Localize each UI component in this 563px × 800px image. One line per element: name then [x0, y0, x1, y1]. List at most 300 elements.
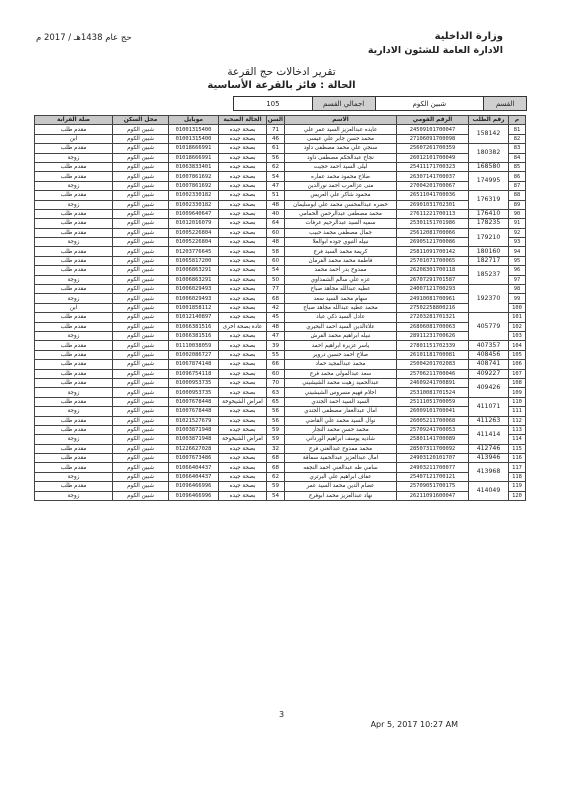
col-header: الحالة الصحية: [219, 116, 267, 125]
cell-request-number: 407357: [469, 341, 509, 350]
table-row: [35, 388, 526, 397]
cell-age: 45: [267, 313, 285, 322]
cell-request-number: 180382: [469, 144, 509, 163]
cell-rel: مقدم طلب: [35, 360, 113, 369]
table-row: [35, 407, 526, 416]
cell-health: بصحة جيده: [219, 425, 267, 434]
cell-n: 89: [509, 200, 526, 209]
cell-nid: 27106091700098: [397, 134, 469, 143]
table-row: [35, 444, 526, 453]
cell-rel: زوجة: [35, 491, 113, 500]
cell-mobile: 01096754118: [169, 369, 219, 378]
cell-age: 51: [267, 191, 285, 200]
col-header: الاسم: [285, 116, 397, 125]
cell-rel: مقدم طلب: [35, 350, 113, 359]
cell-age: 54: [267, 266, 285, 275]
cell-name: محمود شاكر علي العريس: [285, 191, 397, 200]
cell-mobile: 01066381516: [169, 331, 219, 340]
cell-n: 99: [509, 294, 526, 303]
cell-health: بصحة جيده: [219, 444, 267, 453]
cell-health: بصحة جيده: [219, 134, 267, 143]
col-header: الرقم القومي: [397, 116, 469, 125]
cell-n: 112: [509, 416, 526, 425]
cell-rel: مقدم طلب: [35, 285, 113, 294]
cell-health: بصحة جيده: [219, 266, 267, 275]
cell-age: 71: [267, 125, 285, 134]
cell-nid: 25301151701986: [397, 219, 469, 228]
cell-rel: مقدم طلب: [35, 482, 113, 491]
cell-res: شبين الكوم: [113, 228, 169, 237]
cell-nid: 25004201702083: [397, 360, 469, 369]
cell-n: 94: [509, 247, 526, 256]
section-total-label: اجمالي القسم: [312, 97, 375, 110]
cell-health: بصحة جيده: [219, 275, 267, 284]
cell-name: امال عبدالغفار مصطفى الجندي: [285, 407, 397, 416]
table-row: [35, 482, 526, 491]
cell-health: بصحة جيده: [219, 313, 267, 322]
cell-request-number: 192370: [469, 285, 509, 313]
cell-mobile: 01000953735: [169, 378, 219, 387]
section-value: شبين الكوم: [375, 97, 484, 110]
cell-nid: 26005211700068: [397, 416, 469, 425]
print-datetime: Apr 5, 2017 10:27 AM: [370, 720, 458, 729]
cell-n: 109: [509, 388, 526, 397]
cell-age: 40: [267, 209, 285, 218]
table-row: [35, 303, 526, 312]
table-row: [35, 285, 526, 294]
cell-age: 70: [267, 378, 285, 387]
table-row: [35, 472, 526, 481]
cell-name: صلاح محمود محمد عماره: [285, 172, 397, 181]
table-row: [35, 172, 526, 181]
cell-res: شبين الكوم: [113, 472, 169, 481]
cell-mobile: 01002330182: [169, 191, 219, 200]
cell-nid: 26211091600047: [397, 491, 469, 500]
cell-name: محمد ممدوح عبدالغني فرج: [285, 444, 397, 453]
cell-res: شبين الكوم: [113, 322, 169, 331]
cell-nid: 26707291701587: [397, 275, 469, 284]
cell-nid: 25607261700359: [397, 144, 469, 153]
cell-health: بصحة جيده: [219, 491, 267, 500]
table-row: [35, 162, 526, 171]
cell-mobile: 01066404437: [169, 472, 219, 481]
table-row: [35, 360, 526, 369]
col-header: محل السكن: [113, 116, 169, 125]
cell-age: 62: [267, 472, 285, 481]
cell-nid: 27502258800216: [397, 303, 469, 312]
cell-name: محمد عطيه عبدالله مجاهد صباح: [285, 303, 397, 312]
cell-age: 32: [267, 444, 285, 453]
table-row: [35, 454, 526, 463]
cell-nid: 25411171700323: [397, 162, 469, 171]
table-row: [35, 209, 526, 218]
applicants-table: [34, 115, 526, 501]
col-header: موبايل: [169, 116, 219, 125]
cell-res: شبين الكوم: [113, 200, 169, 209]
cell-mobile: 01226627028: [169, 444, 219, 453]
cell-nid: 26901031702301: [397, 200, 469, 209]
cell-request-number: 411071: [469, 397, 509, 416]
cell-name: محمد عبدالمجيد حماد: [285, 360, 397, 369]
cell-name: عصام الدين محمد السيد عمر: [285, 482, 397, 491]
cell-n: 118: [509, 472, 526, 481]
table-body: [35, 125, 526, 501]
section-summary: [233, 96, 527, 111]
table-row: [35, 322, 526, 331]
cell-mobile: 01000953735: [169, 388, 219, 397]
cell-n: 108: [509, 378, 526, 387]
cell-rel: مقدم طلب: [35, 425, 113, 434]
cell-health: بصحة جيده: [219, 463, 267, 472]
cell-mobile: 01007861692: [169, 181, 219, 190]
cell-n: 92: [509, 228, 526, 237]
cell-mobile: 01007678448: [169, 407, 219, 416]
table-header-row: [35, 116, 526, 125]
cell-mobile: 01007861692: [169, 172, 219, 181]
cell-n: 88: [509, 191, 526, 200]
cell-rel: زوجة: [35, 331, 113, 340]
cell-health: بصحة جيده: [219, 360, 267, 369]
cell-mobile: 01007673486: [169, 454, 219, 463]
cell-n: 110: [509, 397, 526, 406]
cell-health: بصحة جيده: [219, 285, 267, 294]
cell-mobile: 01005226804: [169, 238, 219, 247]
cell-res: شبين الكوم: [113, 303, 169, 312]
cell-rel: مقدم طلب: [35, 444, 113, 453]
cell-mobile: 01001858112: [169, 303, 219, 312]
cell-mobile: 01006029493: [169, 285, 219, 294]
cell-health: بصحة جيده: [219, 162, 267, 171]
cell-res: شبين الكوم: [113, 454, 169, 463]
cell-health: بصحة جيده: [219, 219, 267, 228]
cell-nid: 27611221700113: [397, 209, 469, 218]
cell-n: 105: [509, 350, 526, 359]
cell-name: نهاد عبدالعزيز محمد ابوفرج: [285, 491, 397, 500]
cell-res: شبين الكوم: [113, 360, 169, 369]
cell-n: 95: [509, 256, 526, 265]
table-row: [35, 228, 526, 237]
cell-n: 83: [509, 144, 526, 153]
cell-res: شبين الكوم: [113, 350, 169, 359]
cell-health: بصحة جيده: [219, 153, 267, 162]
cell-n: 93: [509, 238, 526, 247]
cell-nid: 25612081700066: [397, 228, 469, 237]
cell-age: 59: [267, 435, 285, 444]
cell-rel: زوجة: [35, 153, 113, 162]
cell-nid: 26208301700118: [397, 266, 469, 275]
cell-res: شبين الكوم: [113, 134, 169, 143]
table-row: [35, 425, 526, 434]
cell-health: بصحة جيده: [219, 472, 267, 481]
cell-request-number: 182717: [469, 256, 509, 265]
cell-age: 39: [267, 341, 285, 350]
cell-mobile: 01007678448: [169, 397, 219, 406]
cell-res: شبين الكوم: [113, 125, 169, 134]
cell-request-number: 178235: [469, 219, 509, 228]
cell-name: احلام فهيم مسروس الشيشيني: [285, 388, 397, 397]
cell-name: عايده عبدالعزيز السيد عمر علي: [285, 125, 397, 134]
cell-health: بصحة جيده: [219, 331, 267, 340]
cell-res: شبين الكوم: [113, 313, 169, 322]
table-row: [35, 313, 526, 322]
cell-rel: مقدم طلب: [35, 322, 113, 331]
cell-name: جمال مصطفى محمد حبيب: [285, 228, 397, 237]
cell-nid: 26009101700041: [397, 407, 469, 416]
cell-rel: مقدم طلب: [35, 125, 113, 134]
table-row: [35, 219, 526, 228]
cell-res: شبين الكوم: [113, 463, 169, 472]
cell-age: 68: [267, 454, 285, 463]
cell-rel: زوجة: [35, 200, 113, 209]
cell-res: شبين الكوم: [113, 425, 169, 434]
cell-mobile: 01065817200: [169, 256, 219, 265]
cell-nid: 26905121700086: [397, 238, 469, 247]
cell-name: عادل السيد ذكي عباد: [285, 313, 397, 322]
cell-nid: 25310081701524: [397, 388, 469, 397]
section-label: القسم: [483, 97, 526, 110]
cell-res: شبين الكوم: [113, 435, 169, 444]
table-row: [35, 435, 526, 444]
cell-name: السيد السيد احمد الجندي: [285, 397, 397, 406]
cell-name: ممدوح بدر احمد محمد: [285, 266, 397, 275]
cell-res: شبين الكوم: [113, 491, 169, 500]
cell-rel: مقدم طلب: [35, 313, 113, 322]
cell-n: 84: [509, 153, 526, 162]
cell-age: 59: [267, 425, 285, 434]
cell-health: بصحة جيده: [219, 369, 267, 378]
cell-health: بصحة جيده: [219, 191, 267, 200]
cell-age: 56: [267, 153, 285, 162]
cell-health: بصحة جيده: [219, 294, 267, 303]
cell-n: 96: [509, 266, 526, 275]
cell-name: سميه السيد عبدالرحيم عرفات: [285, 219, 397, 228]
cell-nid: 27801151702339: [397, 341, 469, 350]
cell-name: عطيه عبدالله مجاهد صباح: [285, 285, 397, 294]
cell-n: 104: [509, 341, 526, 350]
cell-age: 46: [267, 134, 285, 143]
cell-nid: 27203281701321: [397, 313, 469, 322]
cell-age: 68: [267, 294, 285, 303]
cell-health: بصحة جيده: [219, 256, 267, 265]
ministry-name: وزارة الداخلية: [434, 31, 503, 42]
cell-health: بصحة جيده: [219, 228, 267, 237]
cell-res: شبين الكوم: [113, 416, 169, 425]
cell-rel: زوجة: [35, 407, 113, 416]
cell-n: 113: [509, 425, 526, 434]
cell-age: 47: [267, 181, 285, 190]
cell-request-number: 180160: [469, 247, 509, 256]
cell-rel: ابن: [35, 134, 113, 143]
cell-age: 55: [267, 350, 285, 359]
cell-age: 54: [267, 491, 285, 500]
cell-res: شبين الكوم: [113, 181, 169, 190]
cell-health: بصحة جيده: [219, 209, 267, 218]
cell-request-number: 168580: [469, 162, 509, 171]
cell-age: 48: [267, 238, 285, 247]
cell-age: 63: [267, 388, 285, 397]
cell-request-number: 176410: [469, 209, 509, 218]
table-row: [35, 153, 526, 162]
cell-name: فاطمة محمد محمد الفرمان: [285, 256, 397, 265]
cell-res: شبين الكوم: [113, 275, 169, 284]
cell-mobile: 01067874148: [169, 360, 219, 369]
cell-name: نجاح عبدالحكم مصطفى داود: [285, 153, 397, 162]
table-row: [35, 125, 526, 134]
cell-name: عبدالحميد زهيت محمد الشيشيني: [285, 378, 397, 387]
cell-request-number: 409426: [469, 378, 509, 397]
cell-mobile: 01110038059: [169, 341, 219, 350]
cell-res: شبين الكوم: [113, 388, 169, 397]
cell-health: بصحة جيده: [219, 482, 267, 491]
table-row: [35, 256, 526, 265]
cell-res: شبين الكوم: [113, 247, 169, 256]
cell-nid: 25407121700121: [397, 472, 469, 481]
cell-nid: 25811091700142: [397, 247, 469, 256]
cell-mobile: 01012140897: [169, 313, 219, 322]
cell-health: امراض الشيخوخة: [219, 435, 267, 444]
cell-mobile: 01063833401: [169, 162, 219, 171]
table-row: [35, 350, 526, 359]
cell-nid: 24007121700293: [397, 285, 469, 294]
cell-name: عفاف ابراهيم علي البرتري: [285, 472, 397, 481]
cell-mobile: 01005226804: [169, 228, 219, 237]
cell-name: محمد حسن جابر علي عيسى: [285, 134, 397, 143]
cell-n: 90: [509, 209, 526, 218]
table-row: [35, 247, 526, 256]
cell-n: 111: [509, 407, 526, 416]
cell-mobile: 01006863291: [169, 266, 219, 275]
cell-rel: مقدم طلب: [35, 378, 113, 387]
table-row: [35, 331, 526, 340]
cell-age: 61: [267, 144, 285, 153]
cell-mobile: 01096466996: [169, 482, 219, 491]
cell-age: 48: [267, 322, 285, 331]
cell-rel: مقدم طلب: [35, 144, 113, 153]
cell-rel: مقدم طلب: [35, 228, 113, 237]
cell-name: امال عبدالعزيز عبدالحميد سماقة: [285, 454, 397, 463]
cell-rel: مقدم طلب: [35, 191, 113, 200]
cell-mobile: 01203776645: [169, 247, 219, 256]
cell-name: سعد عبدالمولى محمد فرج: [285, 369, 397, 378]
cell-age: 47: [267, 331, 285, 340]
cell-name: شاديه يوسف ابراهيم الورداني: [285, 435, 397, 444]
table-row: [35, 144, 526, 153]
cell-nid: 25801141700089: [397, 435, 469, 444]
table-row: [35, 341, 526, 350]
cell-n: 86: [509, 172, 526, 181]
cell-request-number: 411263: [469, 416, 509, 425]
cell-rel: زوجة: [35, 435, 113, 444]
cell-request-number: 413946: [469, 454, 509, 463]
cell-nid: 25111051700059: [397, 397, 469, 406]
cell-nid: 28507311700092: [397, 444, 469, 453]
cell-health: بصحة جيده: [219, 125, 267, 134]
cell-age: 56: [267, 416, 285, 425]
cell-n: 82: [509, 134, 526, 143]
table-row: [35, 397, 526, 406]
cell-name: نوال السيد محمد علي القاضي: [285, 416, 397, 425]
cell-mobile: 01009640647: [169, 209, 219, 218]
cell-mobile: 01066404437: [169, 463, 219, 472]
cell-res: شبين الكوم: [113, 482, 169, 491]
cell-n: 106: [509, 360, 526, 369]
cell-mobile: 01003871948: [169, 435, 219, 444]
cell-rel: زوجة: [35, 294, 113, 303]
cell-name: نبيله ابراهيم محمد الفرش: [285, 331, 397, 340]
section-total-value: 105: [266, 99, 280, 108]
cell-n: 116: [509, 454, 526, 463]
table-row: [35, 238, 526, 247]
cell-age: 64: [267, 219, 285, 228]
cell-name: عزه علي سالم الشمداوي: [285, 275, 397, 284]
cell-res: شبين الكوم: [113, 219, 169, 228]
cell-rel: مقدم طلب: [35, 219, 113, 228]
cell-rel: مقدم طلب: [35, 256, 113, 265]
table-row: [35, 181, 526, 190]
cell-health: بصحة جيده: [219, 200, 267, 209]
cell-nid: 28911231700626: [397, 331, 469, 340]
cell-health: بصحة جيده: [219, 388, 267, 397]
table-row: [35, 200, 526, 209]
cell-res: شبين الكوم: [113, 209, 169, 218]
cell-n: 117: [509, 463, 526, 472]
cell-mobile: 01002086727: [169, 350, 219, 359]
table-row: [35, 416, 526, 425]
cell-rel: مقدم طلب: [35, 416, 113, 425]
cell-mobile: 01006029493: [169, 294, 219, 303]
cell-mobile: 01003871948: [169, 425, 219, 434]
cell-name: خضره عبدالمحسن محمد علي ابوسليمان: [285, 200, 397, 209]
cell-age: 59: [267, 482, 285, 491]
cell-name: محمد حسن محمد النجار: [285, 425, 397, 434]
cell-name: كريمة محمد السيد فرج: [285, 247, 397, 256]
cell-request-number: 408456: [469, 350, 509, 359]
cell-rel: زوجة: [35, 238, 113, 247]
cell-nid: 24903120101707: [397, 454, 469, 463]
cell-nid: 26101181700081: [397, 350, 469, 359]
cell-age: 66: [267, 360, 285, 369]
cell-name: علاءالدين السيد احمد البحيري: [285, 322, 397, 331]
cell-name: نبيله النبوي جوده ابوالعلا: [285, 238, 397, 247]
cell-name: صلاح احمد حسين دروير: [285, 350, 397, 359]
report-title: تقرير ادخالات حج القرعة: [227, 66, 336, 78]
cell-mobile: 01002330182: [169, 200, 219, 209]
cell-request-number: 408741: [469, 360, 509, 369]
cell-request-number: 409227: [469, 369, 509, 378]
cell-nid: 26806081700063: [397, 322, 469, 331]
table-row: [35, 266, 526, 275]
cell-mobile: 01001315400: [169, 125, 219, 134]
cell-rel: زوجة: [35, 181, 113, 190]
cell-name: ياسر عزيرة ابراهيم احمد: [285, 341, 397, 350]
table-row: [35, 491, 526, 500]
cell-n: 115: [509, 444, 526, 453]
cell-request-number: 176319: [469, 191, 509, 210]
cell-res: شبين الكوم: [113, 256, 169, 265]
cell-request-number: 158142: [469, 125, 509, 144]
cell-n: 101: [509, 313, 526, 322]
issuer-header: [368, 30, 503, 57]
cell-health: بصحة جيده: [219, 303, 267, 312]
cell-name: محمد مصطفى عبدالرحمن الحمامي: [285, 209, 397, 218]
cell-res: شبين الكوم: [113, 172, 169, 181]
cell-nid: 26511041700036: [397, 191, 469, 200]
cell-mobile: 01006863291: [169, 275, 219, 284]
cell-rel: مقدم طلب: [35, 341, 113, 350]
cell-rel: مقدم طلب: [35, 369, 113, 378]
cell-age: 68: [267, 463, 285, 472]
cell-mobile: 01018666991: [169, 153, 219, 162]
